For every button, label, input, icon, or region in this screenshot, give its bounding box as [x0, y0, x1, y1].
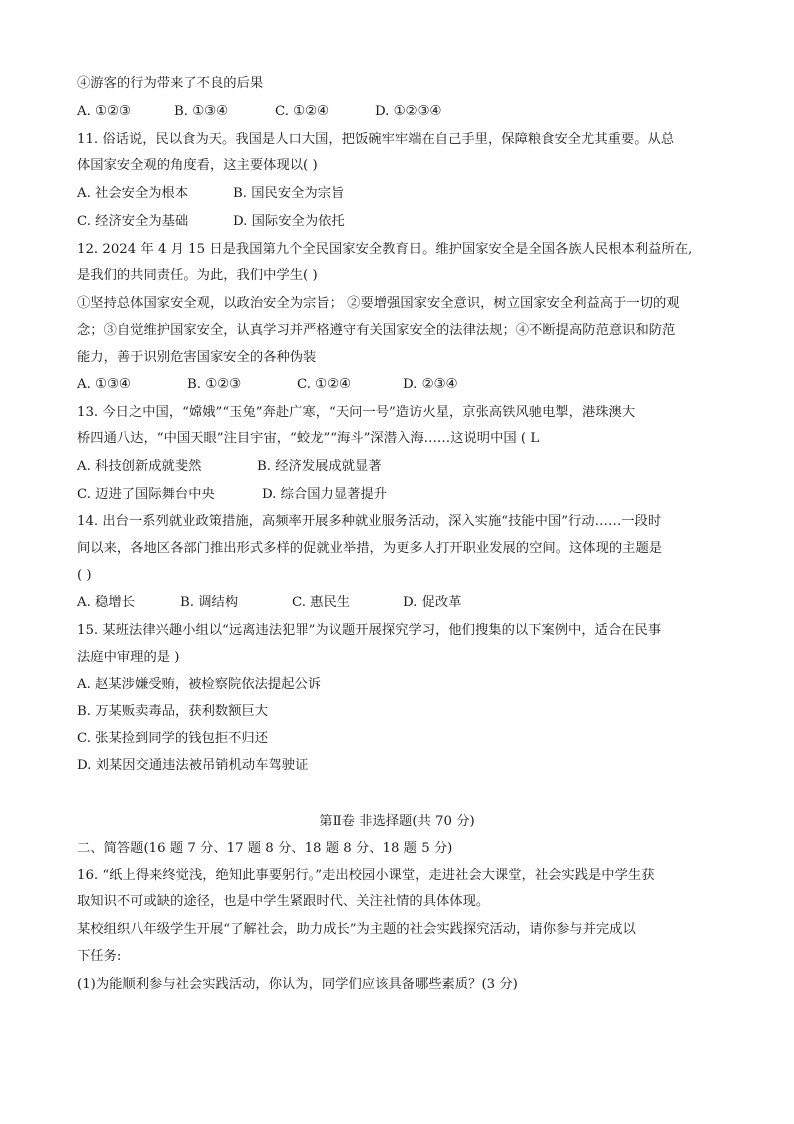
- q12-option-c: C. ①②④: [297, 377, 351, 392]
- q13-option-b: B. 经济发展成就显著: [257, 459, 382, 474]
- q11-stem-line-1: 11. 俗话说，民以食为天。我国是人口大国，把饭碗牢牢端在自己手里，保障粮食安全尤其重要。从总: [77, 132, 675, 147]
- prev-option-c: C. ①②④: [275, 104, 329, 119]
- q13-stem-line-1: 13. 今日之中国，“嫦娥”“玉兔”奔赴广寒，“天问一号”造访火星，京张高铁风驰电掣，港珠澳大: [77, 405, 636, 420]
- q13-stem-line-2: 桥四通八达，“中国天眼”注目宇宙，“蛟龙”“海斗”深潜入海……这说明中国 ( L: [77, 431, 540, 446]
- q14-stem-line-3: ( ): [77, 568, 92, 583]
- section-ii-heading: 二、简答题(16 题 7 分、17 题 8 分、18 题 8 分、18 题 5 分): [77, 841, 453, 856]
- q14-option-c: C. 惠民生: [292, 595, 351, 610]
- q12-stem-line-1: 12. 2024 年 4 月 15 日是我国第九个全民国家安全教育日。维护国家安全是全国各族人民根本利益所在,: [77, 242, 693, 257]
- q15-stem-line-2: 法庭中审理的是 ): [77, 650, 180, 665]
- q13-option-c: C. 迈进了国际舞台中央: [77, 487, 215, 502]
- prev-option-a: A. ①②③: [77, 104, 131, 119]
- q16-stem-line-1: 16. “纸上得来终觉浅，绝知此事要躬行。”走出校园小课堂，走进社会大课堂，社会实践是中学生获: [77, 868, 655, 883]
- q12-statement-line-3: 能力，善于识别危害国家安全的各种伪装: [77, 350, 317, 365]
- q15-option-c: C. 张某捡到同学的钱包拒不归还: [77, 731, 269, 746]
- q15-option-d: D. 刘某因交通违法被吊销机动车驾驶证: [77, 758, 309, 773]
- q13-option-a: A. 科技创新成就斐然: [77, 459, 202, 474]
- q12-option-a: A. ①③④: [77, 377, 131, 392]
- q11-option-b: B. 国民安全为宗旨: [233, 186, 345, 201]
- q14-option-b: B. 调结构: [180, 595, 239, 610]
- q16-subquestion-1: (1)为能顺利参与社会实践活动，你认为，同学们应该具备哪些素质？(3 分): [77, 977, 518, 992]
- q12-option-b: B. ①②③: [187, 377, 241, 392]
- q16-task-line-1: 某校组织八年级学生开展“了解社会，助力成长”为主题的社会实践探究活动，请你参与并完成以: [77, 922, 636, 937]
- q12-statement-line-1: ①坚持总体国家安全观，以政治安全为宗旨； ②要增强国家安全意识，树立国家安全利益高于一切的观: [77, 296, 680, 311]
- q16-task-line-2: 下任务:: [77, 949, 122, 964]
- q11-option-d: D. 国际安全为依托: [233, 214, 345, 229]
- q12-stem-line-2: 是我们的共同责任。为此，我们中学生( ): [77, 268, 318, 283]
- prev-question-item-4: ④游客的行为带来了不良的后果: [77, 76, 264, 91]
- q15-option-b: B. 万某贩卖毒品，获利数额巨大: [77, 704, 269, 719]
- q15-stem-line-1: 15. 某班法律兴趣小组以“远离违法犯罪”为议题开展探究学习，他们搜集的以下案例中，适合在民事: [77, 623, 662, 638]
- q16-stem-line-2: 取知识不可或缺的途径，也是中学生紧跟时代、关注社情的具体体现。: [77, 894, 490, 909]
- section-ii-title: 第Ⅱ卷 非选择题(共 70 分): [319, 814, 475, 829]
- q14-stem-line-1: 14. 出台一系列就业政策措施，高频率开展多种就业服务活动，深入实施“技能中国”行动……一段时: [77, 514, 662, 529]
- q11-option-c: C. 经济安全为基础: [77, 214, 189, 229]
- q11-option-a: A. 社会安全为根本: [77, 186, 189, 201]
- q15-option-a: A. 赵某涉嫌受贿，被检察院依法提起公诉: [77, 677, 322, 692]
- q14-option-a: A. 稳增长: [77, 595, 135, 610]
- q13-option-d: D. 综合国力显著提升: [262, 487, 388, 502]
- prev-option-d: D. ①②③④: [375, 104, 442, 119]
- q14-option-d: D. 促改革: [403, 595, 462, 610]
- q12-statement-line-2: 念；③自觉维护国家安全，认真学习并严格遵守有关国家安全的法律法规；④不断提高防范意识和防范: [77, 323, 676, 338]
- q14-stem-line-2: 间以来，各地区各部门推出形式多样的促就业举措，为更多人打开职业发展的空间。这体现的主题是: [77, 541, 663, 556]
- q11-stem-line-2: 体国家安全观的角度看，这主要体现以( ): [77, 158, 318, 173]
- prev-option-b: B. ①③④: [174, 104, 228, 119]
- q12-option-d: D. ②③④: [403, 377, 458, 392]
